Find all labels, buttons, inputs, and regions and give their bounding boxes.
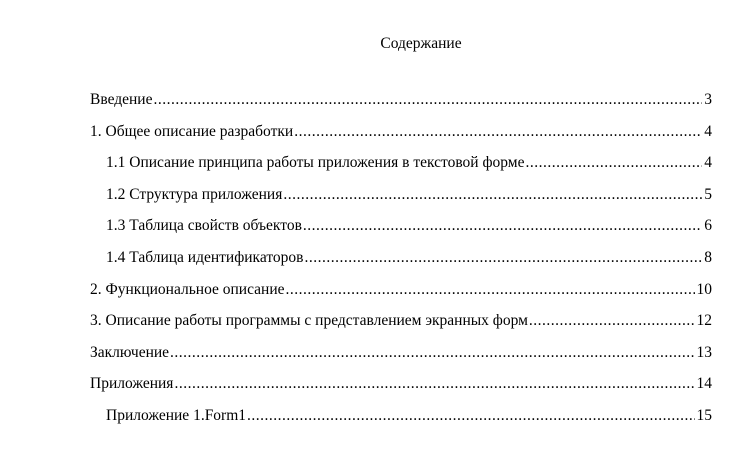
toc-entry-section-2[interactable] xyxy=(90,280,712,312)
toc-entry-section-1-3[interactable] xyxy=(90,216,712,248)
toc-entry-page-number: 5 xyxy=(704,185,712,203)
dot-leader xyxy=(525,153,702,173)
toc-entry-page-number: 4 xyxy=(704,154,712,172)
dot-leader xyxy=(529,311,695,331)
toc-entry-page-number: 6 xyxy=(704,217,712,235)
toc-entry-page-number: 14 xyxy=(696,375,712,393)
toc-entry-section-1-4[interactable] xyxy=(90,248,712,280)
toc-entry-page-number: 12 xyxy=(696,312,712,330)
dot-leader xyxy=(283,185,702,205)
toc-entry-label: Приложения xyxy=(90,375,174,393)
dot-leader xyxy=(294,122,702,142)
dot-leader xyxy=(153,90,702,110)
toc-entry-introduction[interactable] xyxy=(90,90,712,122)
toc-entry-page-number: 8 xyxy=(704,248,712,266)
toc-entry-label: 2. Функциональное описание xyxy=(90,280,285,298)
dot-leader xyxy=(303,216,702,236)
toc-entry-label: 1.2 Структура приложения xyxy=(106,185,283,203)
toc-entry-page-number: 15 xyxy=(696,406,712,424)
dot-leader xyxy=(304,248,702,268)
toc-entry-label: Приложение 1.Form1 xyxy=(106,406,247,424)
toc-entry-label: 1.4 Таблица идентификаторов xyxy=(106,248,304,266)
toc-entry-section-3[interactable] xyxy=(90,311,712,343)
toc-entry-label: 3. Описание работы программы с представлением экранных форм xyxy=(90,312,528,330)
toc-entry-label: 1.1 Описание принципа работы приложения в текстовой форме xyxy=(106,154,525,172)
toc-entry-label: 1. Общее описание разработки xyxy=(90,122,294,140)
toc-entry-label: 1.3 Таблица свойств объектов xyxy=(106,217,302,235)
dot-leader xyxy=(247,406,694,426)
toc-entry-appendix-1[interactable] xyxy=(90,406,712,438)
dot-leader xyxy=(174,374,694,394)
dot-leader xyxy=(170,343,694,363)
toc-entry-section-1-1[interactable] xyxy=(90,153,712,185)
toc-entry-conclusion[interactable] xyxy=(90,343,712,375)
toc-entry-label: Заключение xyxy=(90,343,170,361)
dot-leader xyxy=(286,280,695,300)
table-of-contents xyxy=(90,90,712,438)
toc-entry-section-1[interactable] xyxy=(90,122,712,154)
toc-entry-page-number: 4 xyxy=(704,122,712,140)
toc-entry-label: Введение xyxy=(90,91,153,108)
toc-entry-appendices[interactable] xyxy=(90,374,712,406)
toc-entry-page-number: 13 xyxy=(696,343,712,361)
toc-title: Содержание xyxy=(380,35,462,52)
toc-entry-page-number: 10 xyxy=(696,280,712,298)
toc-entry-page-number: 3 xyxy=(704,91,712,108)
toc-entry-section-1-2[interactable] xyxy=(90,185,712,217)
